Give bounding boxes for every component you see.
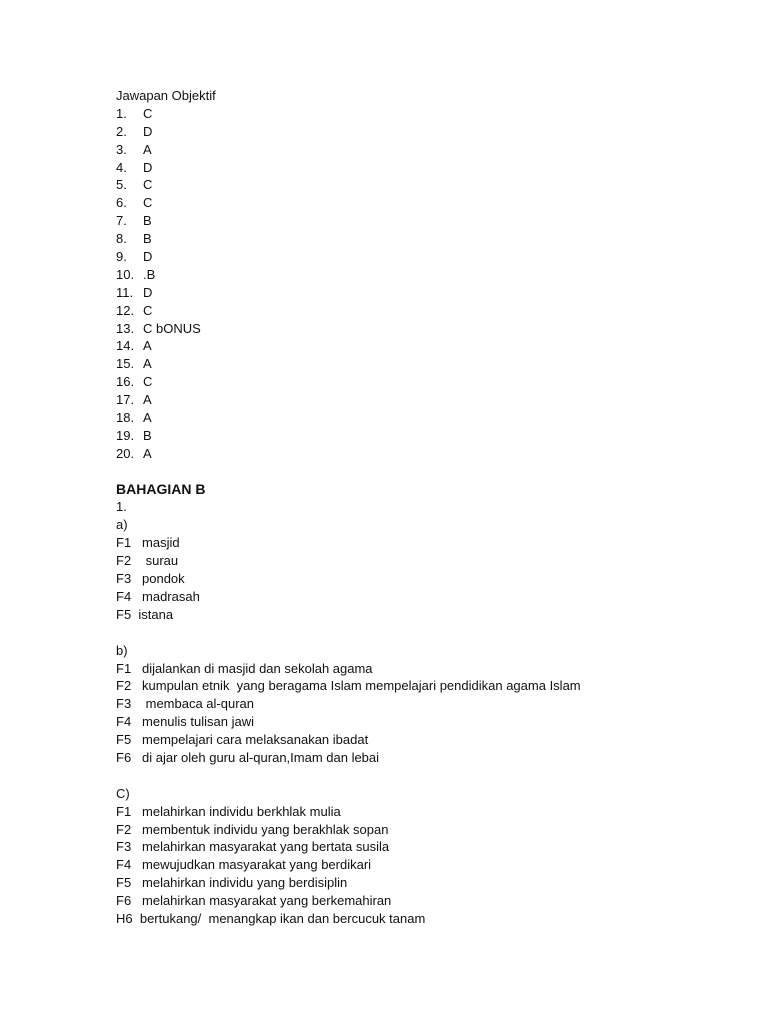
answer-number: 18. xyxy=(116,410,135,426)
answer-value: A xyxy=(143,445,152,461)
answer-row xyxy=(116,409,736,427)
objective-title: Jawapan Objektif xyxy=(116,88,216,103)
answer-row xyxy=(116,320,736,338)
answer-number: 5. xyxy=(116,177,127,193)
answer-number: 20. xyxy=(116,445,135,461)
answer-value: B xyxy=(143,427,152,443)
answer-row xyxy=(116,391,736,409)
answer-number: 17. xyxy=(116,392,135,408)
answer-row xyxy=(116,194,736,212)
part-a-list xyxy=(116,534,736,623)
answer-value: C xyxy=(143,105,153,121)
answer-value: C bONUS xyxy=(143,320,201,336)
answer-value: B xyxy=(143,213,152,229)
answer-value: C xyxy=(143,302,153,318)
spacer xyxy=(116,624,736,642)
list-item: F4 madrasah xyxy=(116,588,200,604)
answer-row xyxy=(116,266,736,284)
part-c-label: C) xyxy=(116,785,130,801)
answer-row xyxy=(116,302,736,320)
list-item: F1 dijalankan di masjid dan sekolah agama xyxy=(116,660,373,676)
answer-row xyxy=(116,248,736,266)
answer-row xyxy=(116,176,736,194)
answer-number: 9. xyxy=(116,249,127,265)
answer-value: C xyxy=(143,195,153,211)
answer-number: 6. xyxy=(116,195,127,211)
list-item: F5 istana xyxy=(116,606,174,622)
answer-number: 19. xyxy=(116,427,135,443)
answer-value: D xyxy=(143,249,153,265)
answer-number: 13. xyxy=(116,320,135,336)
answer-value: C xyxy=(143,374,153,390)
answer-number: 16. xyxy=(116,374,135,390)
list-item: F2 surau xyxy=(116,553,179,569)
answer-number: 10. xyxy=(116,266,135,282)
list-item: F4 mewujudkan masyarakat yang berdikari xyxy=(116,857,372,873)
answer-number: 11. xyxy=(116,284,134,300)
answer-number: 2. xyxy=(116,123,127,139)
document-page xyxy=(116,87,736,928)
list-item: F2 membentuk individu yang berakhlak sopan xyxy=(116,821,389,837)
answer-row xyxy=(116,141,736,159)
answer-value: A xyxy=(143,392,152,408)
answer-value: A xyxy=(143,356,152,372)
answer-row xyxy=(116,355,736,373)
spacer xyxy=(116,767,736,785)
list-item: F6 di ajar oleh guru al-quran,Imam dan lebai xyxy=(116,749,380,765)
answer-row xyxy=(116,159,736,177)
list-item: F4 menulis tulisan jawi xyxy=(116,714,254,730)
list-item: F1 masjid xyxy=(116,535,180,551)
part-c-list xyxy=(116,803,736,928)
answer-value: A xyxy=(143,338,152,354)
list-item: F1 melahirkan individu berkhlak mulia xyxy=(116,803,341,819)
answer-row xyxy=(116,337,736,355)
answer-row xyxy=(116,445,736,463)
answer-row xyxy=(116,105,736,123)
answer-value: B xyxy=(143,231,152,247)
answer-value: C xyxy=(143,177,153,193)
part-b-label: b) xyxy=(116,642,128,658)
answer-number: 1. xyxy=(116,105,127,121)
answer-number: 15. xyxy=(116,356,135,372)
list-item: F2 kumpulan etnik yang beragama Islam mempelajari pendidikan agama Islam xyxy=(116,678,581,694)
answer-row xyxy=(116,212,736,230)
spacer xyxy=(116,463,736,481)
answer-value: D xyxy=(143,284,153,300)
part-b-list xyxy=(116,660,736,767)
answer-value: .B xyxy=(143,266,156,282)
list-item: F5 mempelajari cara melaksanakan ibadat xyxy=(116,732,369,748)
answer-number: 3. xyxy=(116,141,127,157)
answer-row xyxy=(116,427,736,445)
answer-number: 14. xyxy=(116,338,135,354)
objective-answer-list xyxy=(116,105,736,463)
answer-value: A xyxy=(143,410,152,426)
section-heading: BAHAGIAN B xyxy=(116,480,206,497)
part-a-label: a) xyxy=(116,517,128,533)
answer-number: 8. xyxy=(116,231,127,247)
list-item: F5 melahirkan individu yang berdisiplin xyxy=(116,875,348,891)
answer-row xyxy=(116,284,736,302)
list-item: F3 pondok xyxy=(116,571,185,587)
answer-value: D xyxy=(143,123,153,139)
answer-row xyxy=(116,123,736,141)
answer-number: 12. xyxy=(116,302,135,318)
answer-number: 7. xyxy=(116,213,127,229)
answer-number: 4. xyxy=(116,159,127,175)
list-item: H6 bertukang/ menangkap ikan dan bercucuk tanam xyxy=(116,910,426,926)
answer-row xyxy=(116,230,736,248)
answer-value: D xyxy=(143,159,153,175)
question-number: 1. xyxy=(116,499,127,515)
answer-row xyxy=(116,373,736,391)
answer-value: A xyxy=(143,141,152,157)
list-item: F3 membaca al-quran xyxy=(116,696,255,712)
list-item: F6 melahirkan masyarakat yang berkemahiran xyxy=(116,893,392,909)
list-item: F3 melahirkan masyarakat yang bertata susila xyxy=(116,839,390,855)
